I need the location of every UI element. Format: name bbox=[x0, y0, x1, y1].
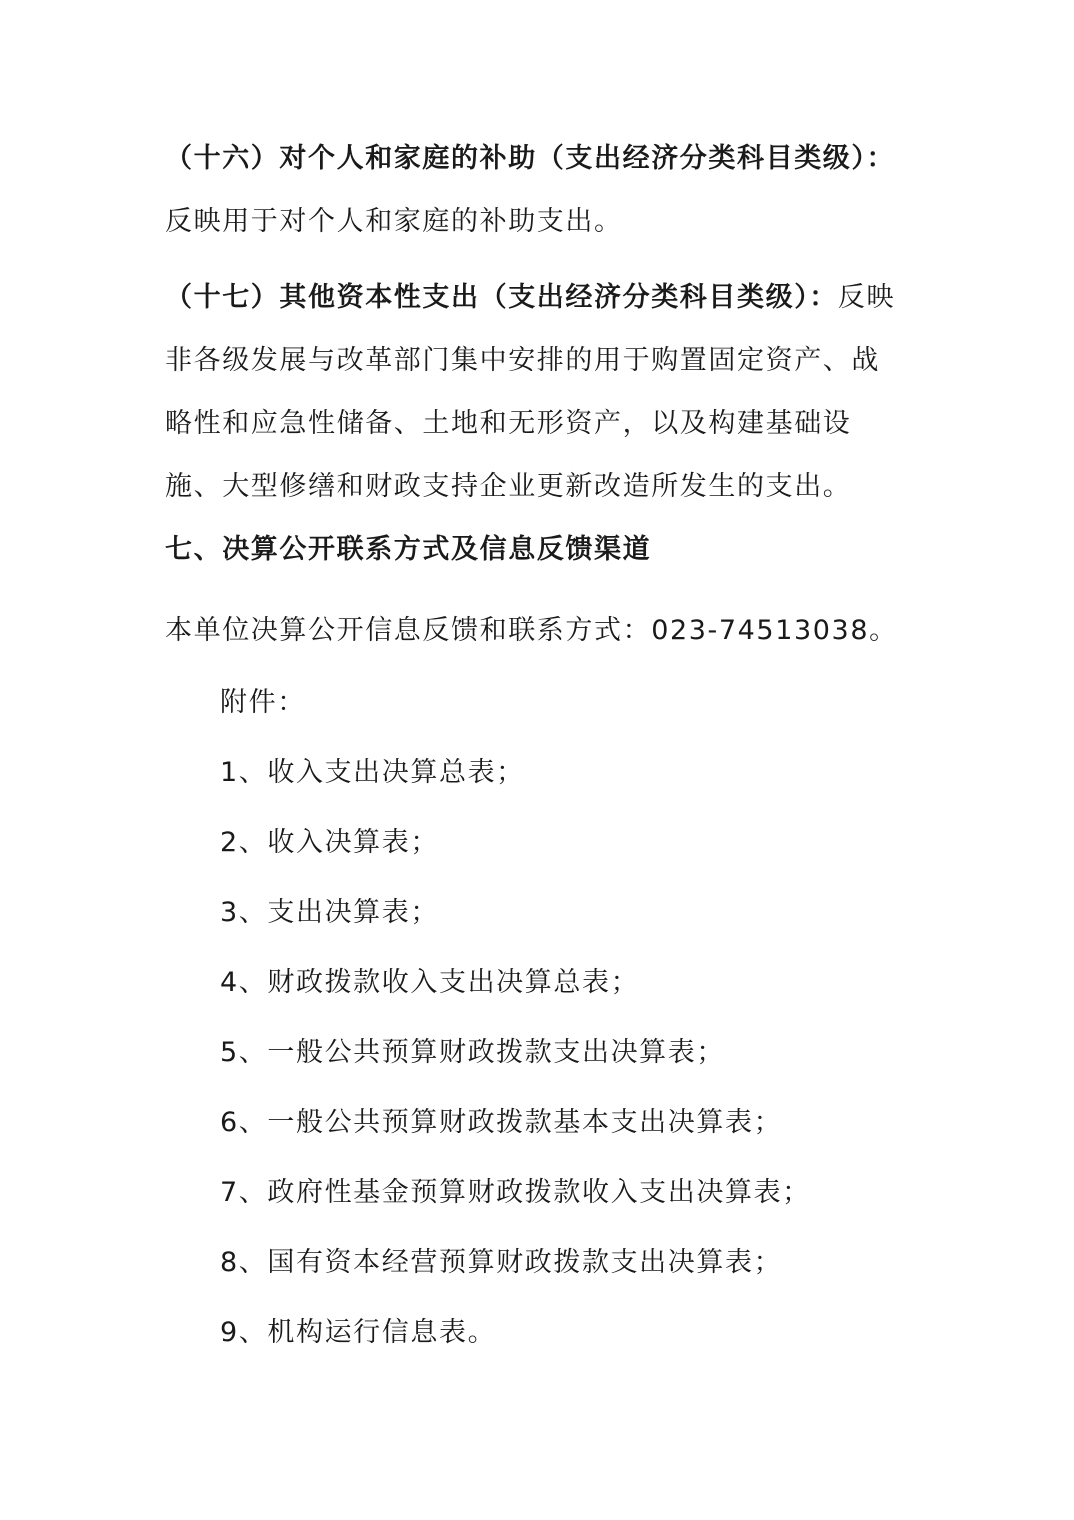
contact-info: 本单位决算公开信息反馈和联系方式：023-74513038。 bbox=[165, 615, 898, 646]
attachment-item-8: 8、国有资本经营预算财政拨款支出决算表； bbox=[220, 1247, 783, 1278]
section-17-title: （十七）其他资本性支出（支出经济分类科目类级）： bbox=[165, 282, 838, 313]
attachment-item-2: 2、收入决算表； bbox=[220, 827, 439, 858]
attachment-item-6: 6、一般公共预算财政拨款基本支出决算表； bbox=[220, 1107, 783, 1138]
attachment-item-7: 7、政府性基金预算财政拨款收入支出决算表； bbox=[220, 1177, 811, 1208]
attachment-item-9: 9、机构运行信息表。 bbox=[220, 1317, 497, 1348]
attachment-item-1: 1、收入支出决算总表； bbox=[220, 757, 525, 788]
section-17-body: 反映非各级发展与改革部门集中安排的用于购置固定资产、战略性和应急性储备、土地和无形资产，以及构建基础设施、大型修缮和财政支持企业更新改造所发生的支出。 bbox=[165, 282, 896, 502]
attachment-item-4: 4、财政拨款收入支出决算总表； bbox=[220, 967, 640, 998]
section-16-title: （十六）对个人和家庭的补助（支出经济分类科目类级）： bbox=[165, 143, 896, 174]
attachment-item-5: 5、一般公共预算财政拨款支出决算表； bbox=[220, 1037, 725, 1068]
section-16-paragraph bbox=[165, 127, 900, 253]
section-16-body: 反映用于对个人和家庭的补助支出。 bbox=[165, 206, 623, 237]
attachment-item-3: 3、支出决算表； bbox=[220, 897, 439, 928]
section-17-paragraph bbox=[165, 266, 900, 518]
attachments-label: 附件： bbox=[220, 687, 306, 718]
section-7-heading: 七、决算公开联系方式及信息反馈渠道 bbox=[165, 534, 652, 565]
